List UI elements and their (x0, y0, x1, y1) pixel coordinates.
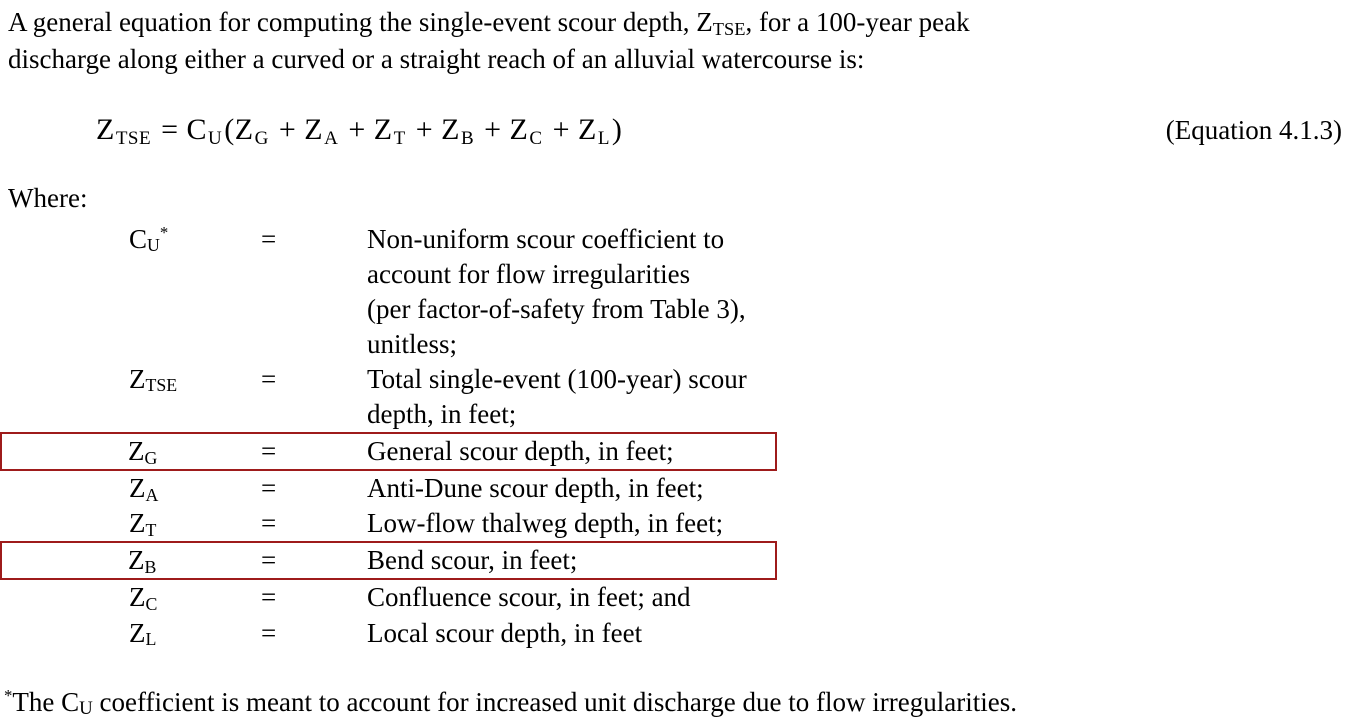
definition-row-zl (1, 616, 776, 651)
definition-symbol-subscript: T (145, 519, 157, 540)
definition-symbol-subscript: TSE (145, 375, 178, 396)
definition-symbol-subscript: A (145, 484, 159, 505)
equation-open-paren: ( (224, 112, 235, 146)
equation-plus: + (552, 112, 570, 146)
definition-symbol-base: Z (128, 545, 145, 576)
footnote-text-before: The C (12, 686, 80, 717)
equation-coefficient-subscript: U (208, 128, 223, 150)
equation-term-subscript: T (393, 128, 406, 150)
definition-symbol-subscript: L (145, 629, 157, 650)
definition-row-zc (1, 579, 776, 615)
definition-description: Confluence scour, in feet; and (367, 582, 691, 613)
definition-description: Anti-Dune scour depth, in feet; (367, 473, 704, 504)
definition-description: Local scour depth, in feet (367, 617, 643, 648)
equation-plus: + (415, 112, 434, 146)
definition-description-line1: Non-uniform scour coefficient to account for flow irregularities (367, 223, 725, 289)
definition-symbol-base: Z (129, 363, 146, 394)
definition-row-ztse (1, 362, 776, 433)
definition-symbol (1, 362, 255, 433)
footnote-text-after: coefficient is meant to account for increased unit discharge due to flow irregularities. (92, 686, 1017, 717)
definition-equals: = (255, 542, 367, 579)
definition-symbol-base: C (129, 223, 148, 254)
definition-symbol-base: Z (129, 582, 146, 613)
footnote-star: * (4, 686, 13, 706)
definition-description: Bend scour, in feet; (367, 542, 776, 579)
definition-equals: = (261, 473, 277, 504)
equation-plus: + (484, 112, 502, 146)
definition-description: Low-flow thalweg depth, in feet; (367, 508, 724, 539)
intro-text-line2: discharge along either a curved or a straight reach of an alluvial watercourse is: (8, 44, 865, 75)
equation-term-subscript: B (460, 128, 475, 150)
equation-term-subscript: L (597, 128, 610, 150)
definition-symbol (1, 506, 255, 542)
definition-row-cu (1, 222, 776, 362)
equation-term-variable: Z (441, 112, 460, 146)
definition-symbol-subscript: C (145, 594, 158, 614)
definition-symbol-base: Z (129, 508, 146, 539)
equation-term-subscript: G (254, 128, 269, 150)
definition-symbol-base: Z (129, 473, 146, 504)
definition-row-zt (1, 506, 776, 542)
where-label: Where: (8, 182, 88, 213)
definition-row-zb-highlighted (1, 542, 776, 579)
equation-lhs-variable: Z (96, 112, 115, 146)
definition-row-za (1, 470, 776, 506)
equation-term-variable: Z (304, 112, 324, 146)
definition-row-zg-highlighted (1, 433, 776, 470)
equation-term-subscript: A (324, 128, 339, 150)
intro-text-part2: , for a 100-year peak (745, 7, 970, 37)
definition-description-line2: (per factor-of-safety from Table 3), unitless; (367, 293, 746, 359)
equation-term-variable: Z (234, 112, 254, 146)
definition-equals: = (261, 508, 277, 539)
definition-symbol (1, 542, 255, 579)
equation-plus: + (348, 112, 366, 146)
definition-equals: = (261, 363, 277, 394)
footnote-subscript: U (79, 698, 93, 720)
definition-symbol-base: Z (129, 617, 146, 648)
equation-lhs-subscript: TSE (115, 128, 152, 150)
equation-equals: = (161, 112, 179, 146)
equation-term-variable: Z (577, 112, 597, 146)
intro-text-part1: A general equation for computing the single-event scour depth, Z (8, 7, 713, 37)
definition-description: Total single-event (100-year) scour depth, in feet; (367, 363, 747, 429)
footnote (4, 685, 1366, 720)
definition-equals: = (261, 223, 277, 254)
equation-close-paren: ) (611, 112, 623, 146)
equation-term-variable: Z (373, 112, 393, 146)
intro-paragraph (8, 4, 1344, 79)
definition-equals: = (255, 433, 367, 470)
definition-symbol-subscript: B (144, 556, 157, 577)
definition-symbol (1, 616, 255, 651)
equation-row (0, 112, 1366, 150)
definition-symbol-base: Z (128, 436, 145, 467)
equation-coefficient-variable: C (186, 112, 208, 146)
definition-symbol (1, 433, 255, 470)
definition-symbol-subscript: U (147, 235, 160, 256)
equation-term-subscript: C (529, 128, 543, 150)
equation-expression (96, 112, 623, 150)
definition-equals: = (261, 617, 277, 648)
equation-number: (Equation 4.1.3) (1165, 114, 1342, 145)
definition-symbol-star: * (159, 223, 169, 243)
definition-equals: = (261, 582, 277, 613)
equation-plus: + (278, 112, 297, 146)
definition-symbol-subscript: G (144, 447, 158, 468)
equation-term-variable: Z (509, 112, 529, 146)
definition-description (367, 222, 776, 362)
definitions-table (0, 222, 777, 651)
document-page (0, 4, 1366, 720)
definition-symbol (1, 579, 255, 615)
intro-subscript-tse: TSE (712, 19, 746, 40)
definition-symbol (1, 470, 255, 506)
definition-symbol (1, 222, 255, 362)
definition-description: General scour depth, in feet; (367, 433, 776, 470)
